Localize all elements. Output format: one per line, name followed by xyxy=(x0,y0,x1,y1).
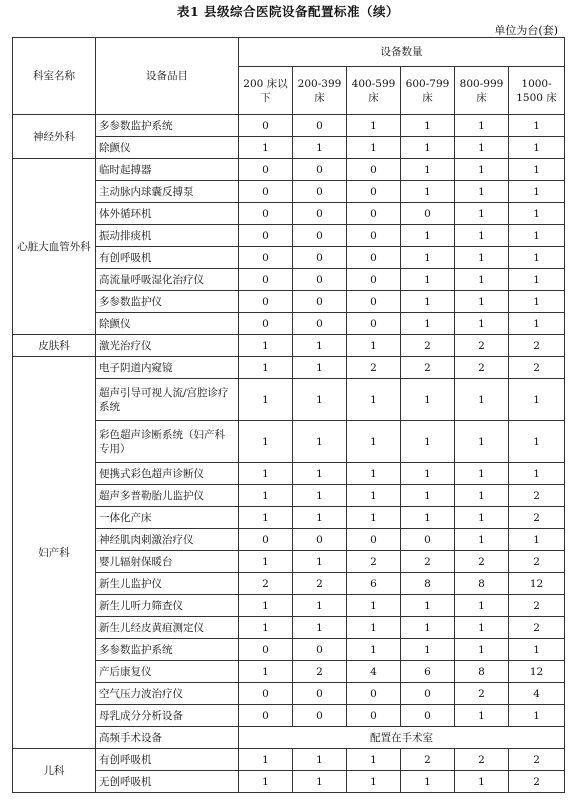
quantity-cell: 1 xyxy=(401,421,455,463)
equipment-item-cell: 除颤仪 xyxy=(96,137,239,159)
quantity-cell: 1 xyxy=(401,225,455,247)
quantity-cell: 1 xyxy=(401,137,455,159)
quantity-cell: 1 xyxy=(455,313,509,335)
quantity-cell: 1 xyxy=(401,617,455,639)
quantity-cell: 1 xyxy=(455,291,509,313)
table-row xyxy=(13,529,565,551)
quantity-cell: 0 xyxy=(347,159,401,181)
quantity-cell: 0 xyxy=(293,269,347,291)
table-row xyxy=(13,507,565,529)
quantity-cell: 1 xyxy=(455,595,509,617)
quantity-cell: 1 xyxy=(347,617,401,639)
quantity-cell: 1 xyxy=(509,115,565,137)
table-row xyxy=(13,705,565,727)
quantity-cell: 0 xyxy=(239,181,293,203)
quantity-cell: 0 xyxy=(347,529,401,551)
equipment-item-cell: 婴儿辐射保暖台 xyxy=(96,551,239,573)
quantity-cell: 1 xyxy=(401,463,455,485)
header-bed-col: 400-599 床 xyxy=(347,67,401,115)
quantity-cell: 0 xyxy=(239,115,293,137)
quantity-cell: 1 xyxy=(455,705,509,727)
quantity-cell: 0 xyxy=(401,683,455,705)
table-row xyxy=(13,313,565,335)
quantity-cell: 0 xyxy=(347,247,401,269)
table-row xyxy=(13,617,565,639)
quantity-cell: 1 xyxy=(347,771,401,793)
header-row-1 xyxy=(13,38,565,67)
quantity-cell: 1 xyxy=(401,771,455,793)
equipment-item-cell: 新生儿监护仪 xyxy=(96,573,239,595)
quantity-cell: 1 xyxy=(347,749,401,771)
quantity-cell: 1 xyxy=(455,421,509,463)
quantity-cell: 0 xyxy=(293,639,347,661)
quantity-cell: 1 xyxy=(509,269,565,291)
quantity-cell: 1 xyxy=(455,269,509,291)
quantity-cell: 0 xyxy=(239,269,293,291)
quantity-cell: 8 xyxy=(401,573,455,595)
quantity-cell: 0 xyxy=(347,291,401,313)
quantity-cell: 2 xyxy=(239,573,293,595)
department-cell: 儿科 xyxy=(13,749,96,793)
quantity-cell: 2 xyxy=(455,357,509,379)
quantity-cell: 1 xyxy=(455,639,509,661)
quantity-cell: 0 xyxy=(293,313,347,335)
quantity-cell: 12 xyxy=(509,573,565,595)
quantity-cell: 1 xyxy=(239,661,293,683)
equipment-item-cell: 便携式彩色超声诊断仪 xyxy=(96,463,239,485)
quantity-cell: 1 xyxy=(509,225,565,247)
table-row xyxy=(13,595,565,617)
quantity-cell: 1 xyxy=(401,115,455,137)
placement-note-cell: 配置在手术室 xyxy=(239,727,565,749)
header-item: 设备品目 xyxy=(96,38,239,115)
quantity-cell: 1 xyxy=(347,595,401,617)
table-row xyxy=(13,137,565,159)
quantity-cell: 2 xyxy=(401,749,455,771)
table-row xyxy=(13,771,565,793)
table-row xyxy=(13,181,565,203)
quantity-cell: 0 xyxy=(293,705,347,727)
quantity-cell: 1 xyxy=(455,203,509,225)
quantity-cell: 6 xyxy=(347,573,401,595)
quantity-cell: 0 xyxy=(293,225,347,247)
unit-label: 单位为台(套) xyxy=(494,24,558,37)
quantity-cell: 1 xyxy=(401,269,455,291)
quantity-cell: 1 xyxy=(239,617,293,639)
quantity-cell: 0 xyxy=(347,683,401,705)
quantity-cell: 2 xyxy=(401,335,455,357)
equipment-item-cell: 多参数监护仪 xyxy=(96,291,239,313)
header-bed-col: 1000-1500 床 xyxy=(509,67,565,115)
quantity-cell: 2 xyxy=(347,357,401,379)
table-row xyxy=(13,551,565,573)
quantity-cell: 1 xyxy=(347,335,401,357)
quantity-cell: 1 xyxy=(293,595,347,617)
quantity-cell: 0 xyxy=(239,529,293,551)
quantity-cell: 0 xyxy=(293,291,347,313)
quantity-cell: 2 xyxy=(509,507,565,529)
department-cell: 妇产科 xyxy=(13,357,96,749)
page-title: 表1 县级综合医院设备配置标准（续） xyxy=(176,4,400,19)
quantity-cell: 0 xyxy=(239,291,293,313)
quantity-cell: 2 xyxy=(509,617,565,639)
quantity-cell: 1 xyxy=(401,485,455,507)
quantity-cell: 4 xyxy=(509,683,565,705)
quantity-cell: 0 xyxy=(347,313,401,335)
table-row xyxy=(13,335,565,357)
quantity-cell: 2 xyxy=(455,749,509,771)
quantity-cell: 2 xyxy=(455,335,509,357)
quantity-cell: 1 xyxy=(455,463,509,485)
quantity-cell: 2 xyxy=(509,595,565,617)
quantity-cell: 1 xyxy=(239,421,293,463)
quantity-cell: 1 xyxy=(347,421,401,463)
table-row xyxy=(13,683,565,705)
quantity-cell: 1 xyxy=(239,379,293,421)
header-bed-col: 600-799 床 xyxy=(401,67,455,115)
quantity-cell: 1 xyxy=(455,159,509,181)
table-row xyxy=(13,159,565,181)
quantity-cell: 1 xyxy=(239,749,293,771)
quantity-cell: 1 xyxy=(293,357,347,379)
quantity-cell: 1 xyxy=(293,771,347,793)
quantity-cell: 2 xyxy=(509,771,565,793)
table-row xyxy=(13,727,565,749)
quantity-cell: 1 xyxy=(509,137,565,159)
quantity-cell: 0 xyxy=(239,313,293,335)
equipment-item-cell: 有创呼吸机 xyxy=(96,247,239,269)
table-row xyxy=(13,421,565,463)
quantity-cell: 1 xyxy=(509,421,565,463)
table-row xyxy=(13,269,565,291)
quantity-cell: 2 xyxy=(401,357,455,379)
table-row xyxy=(13,203,565,225)
quantity-cell: 2 xyxy=(401,551,455,573)
quantity-cell: 0 xyxy=(239,705,293,727)
quantity-cell: 1 xyxy=(401,379,455,421)
quantity-cell: 0 xyxy=(293,115,347,137)
quantity-cell: 0 xyxy=(347,181,401,203)
quantity-cell: 0 xyxy=(293,159,347,181)
quantity-cell: 1 xyxy=(293,551,347,573)
quantity-cell: 0 xyxy=(293,247,347,269)
quantity-cell: 1 xyxy=(509,313,565,335)
quantity-cell: 8 xyxy=(455,573,509,595)
quantity-cell: 1 xyxy=(401,247,455,269)
quantity-cell: 1 xyxy=(509,379,565,421)
quantity-cell: 1 xyxy=(293,335,347,357)
quantity-cell: 1 xyxy=(239,485,293,507)
equipment-item-cell: 电子阴道内窥镜 xyxy=(96,357,239,379)
table-row xyxy=(13,485,565,507)
quantity-cell: 1 xyxy=(509,705,565,727)
quantity-cell: 1 xyxy=(239,357,293,379)
quantity-cell: 1 xyxy=(293,507,347,529)
department-cell: 皮肤科 xyxy=(13,335,96,357)
quantity-cell: 12 xyxy=(509,661,565,683)
quantity-cell: 1 xyxy=(401,595,455,617)
table-row xyxy=(13,247,565,269)
equipment-item-cell: 主动脉内球囊反搏泵 xyxy=(96,181,239,203)
quantity-cell: 1 xyxy=(401,639,455,661)
quantity-cell: 2 xyxy=(509,551,565,573)
quantity-cell: 1 xyxy=(509,203,565,225)
quantity-cell: 1 xyxy=(509,291,565,313)
equipment-item-cell: 神经肌肉刺激治疗仪 xyxy=(96,529,239,551)
quantity-cell: 1 xyxy=(239,551,293,573)
equipment-item-cell: 产后康复仪 xyxy=(96,661,239,683)
quantity-cell: 1 xyxy=(293,379,347,421)
quantity-cell: 0 xyxy=(347,705,401,727)
quantity-cell: 1 xyxy=(401,181,455,203)
table-row xyxy=(13,357,565,379)
table-row xyxy=(13,115,565,137)
header-quantity: 设备数量 xyxy=(239,38,565,67)
equipment-item-cell: 空气压力波治疗仪 xyxy=(96,683,239,705)
quantity-cell: 0 xyxy=(293,203,347,225)
quantity-cell: 2 xyxy=(455,683,509,705)
equipment-item-cell: 彩色超声诊断系统（妇产科专用） xyxy=(96,421,239,463)
quantity-cell: 0 xyxy=(239,639,293,661)
quantity-cell: 2 xyxy=(455,551,509,573)
quantity-cell: 1 xyxy=(293,137,347,159)
quantity-cell: 1 xyxy=(239,595,293,617)
quantity-cell: 1 xyxy=(239,771,293,793)
quantity-cell: 2 xyxy=(509,485,565,507)
equipment-item-cell: 除颤仪 xyxy=(96,313,239,335)
equipment-item-cell: 振动排痰机 xyxy=(96,225,239,247)
equipment-item-cell: 高频手术设备 xyxy=(96,727,239,749)
equipment-item-cell: 临时起搏器 xyxy=(96,159,239,181)
quantity-cell: 1 xyxy=(293,749,347,771)
quantity-cell: 0 xyxy=(293,529,347,551)
quantity-cell: 1 xyxy=(455,379,509,421)
equipment-item-cell: 有创呼吸机 xyxy=(96,749,239,771)
quantity-cell: 0 xyxy=(239,225,293,247)
quantity-cell: 0 xyxy=(293,683,347,705)
quantity-cell: 1 xyxy=(347,137,401,159)
table-row xyxy=(13,379,565,421)
quantity-cell: 1 xyxy=(455,485,509,507)
quantity-cell: 1 xyxy=(455,529,509,551)
quantity-cell: 1 xyxy=(401,313,455,335)
quantity-cell: 1 xyxy=(455,137,509,159)
quantity-cell: 1 xyxy=(401,507,455,529)
table-row xyxy=(13,573,565,595)
table-row xyxy=(13,661,565,683)
quantity-cell: 0 xyxy=(239,683,293,705)
quantity-cell: 0 xyxy=(239,203,293,225)
quantity-cell: 0 xyxy=(401,705,455,727)
quantity-cell: 1 xyxy=(239,507,293,529)
quantity-cell: 1 xyxy=(455,225,509,247)
quantity-cell: 1 xyxy=(509,529,565,551)
equipment-item-cell: 体外循环机 xyxy=(96,203,239,225)
equipment-item-cell: 新生儿听力筛查仪 xyxy=(96,595,239,617)
table-row xyxy=(13,291,565,313)
quantity-cell: 1 xyxy=(239,137,293,159)
department-cell: 神经外科 xyxy=(13,115,96,159)
equipment-item-cell: 多参数监护系统 xyxy=(96,639,239,661)
quantity-cell: 2 xyxy=(293,661,347,683)
quantity-cell: 1 xyxy=(293,421,347,463)
quantity-cell: 1 xyxy=(509,247,565,269)
quantity-cell: 0 xyxy=(239,247,293,269)
quantity-cell: 2 xyxy=(347,551,401,573)
quantity-cell: 1 xyxy=(455,771,509,793)
quantity-cell: 0 xyxy=(347,203,401,225)
header-bed-col: 200-399 床 xyxy=(293,67,347,115)
table-row xyxy=(13,463,565,485)
equipment-item-cell: 新生儿经皮黄疸测定仪 xyxy=(96,617,239,639)
quantity-cell: 2 xyxy=(509,749,565,771)
quantity-cell: 2 xyxy=(509,357,565,379)
quantity-cell: 1 xyxy=(347,485,401,507)
quantity-cell: 0 xyxy=(293,181,347,203)
quantity-cell: 0 xyxy=(401,203,455,225)
quantity-cell: 1 xyxy=(293,485,347,507)
quantity-cell: 1 xyxy=(347,639,401,661)
quantity-cell: 1 xyxy=(509,639,565,661)
quantity-cell: 1 xyxy=(347,115,401,137)
quantity-cell: 6 xyxy=(401,661,455,683)
quantity-cell: 0 xyxy=(347,225,401,247)
header-bed-col: 200 床以下 xyxy=(239,67,293,115)
quantity-cell: 1 xyxy=(401,159,455,181)
equipment-item-cell: 母乳成分分析设备 xyxy=(96,705,239,727)
quantity-cell: 1 xyxy=(509,159,565,181)
equipment-item-cell: 一体化产床 xyxy=(96,507,239,529)
table-row xyxy=(13,225,565,247)
quantity-cell: 1 xyxy=(347,379,401,421)
quantity-cell: 1 xyxy=(455,247,509,269)
equipment-item-cell: 超声多普勒胎儿监护仪 xyxy=(96,485,239,507)
quantity-cell: 2 xyxy=(293,573,347,595)
quantity-cell: 1 xyxy=(455,115,509,137)
quantity-cell: 1 xyxy=(347,463,401,485)
quantity-cell: 0 xyxy=(239,159,293,181)
quantity-cell: 1 xyxy=(455,181,509,203)
equipment-item-cell: 高流量呼吸湿化治疗仪 xyxy=(96,269,239,291)
quantity-cell: 0 xyxy=(347,269,401,291)
department-cell: 心脏大血管外科 xyxy=(13,159,96,335)
quantity-cell: 1 xyxy=(455,507,509,529)
equipment-item-cell: 激光治疗仪 xyxy=(96,335,239,357)
table-row xyxy=(13,749,565,771)
quantity-cell: 2 xyxy=(509,335,565,357)
quantity-cell: 0 xyxy=(401,529,455,551)
header-dept: 科室名称 xyxy=(13,38,96,115)
equipment-item-cell: 超声引导可视人流/宫腔诊疗系统 xyxy=(96,379,239,421)
quantity-cell: 1 xyxy=(239,463,293,485)
quantity-cell: 8 xyxy=(455,661,509,683)
quantity-cell: 1 xyxy=(347,507,401,529)
equipment-item-cell: 多参数监护系统 xyxy=(96,115,239,137)
table-body xyxy=(13,115,565,793)
quantity-cell: 1 xyxy=(455,617,509,639)
quantity-cell: 1 xyxy=(239,335,293,357)
quantity-cell: 1 xyxy=(509,181,565,203)
equipment-table xyxy=(12,37,565,793)
quantity-cell: 1 xyxy=(293,463,347,485)
equipment-item-cell: 无创呼吸机 xyxy=(96,771,239,793)
quantity-cell: 1 xyxy=(293,617,347,639)
table-row xyxy=(13,639,565,661)
quantity-cell: 1 xyxy=(509,463,565,485)
quantity-cell: 1 xyxy=(401,291,455,313)
header-bed-col: 800-999 床 xyxy=(455,67,509,115)
quantity-cell: 4 xyxy=(347,661,401,683)
